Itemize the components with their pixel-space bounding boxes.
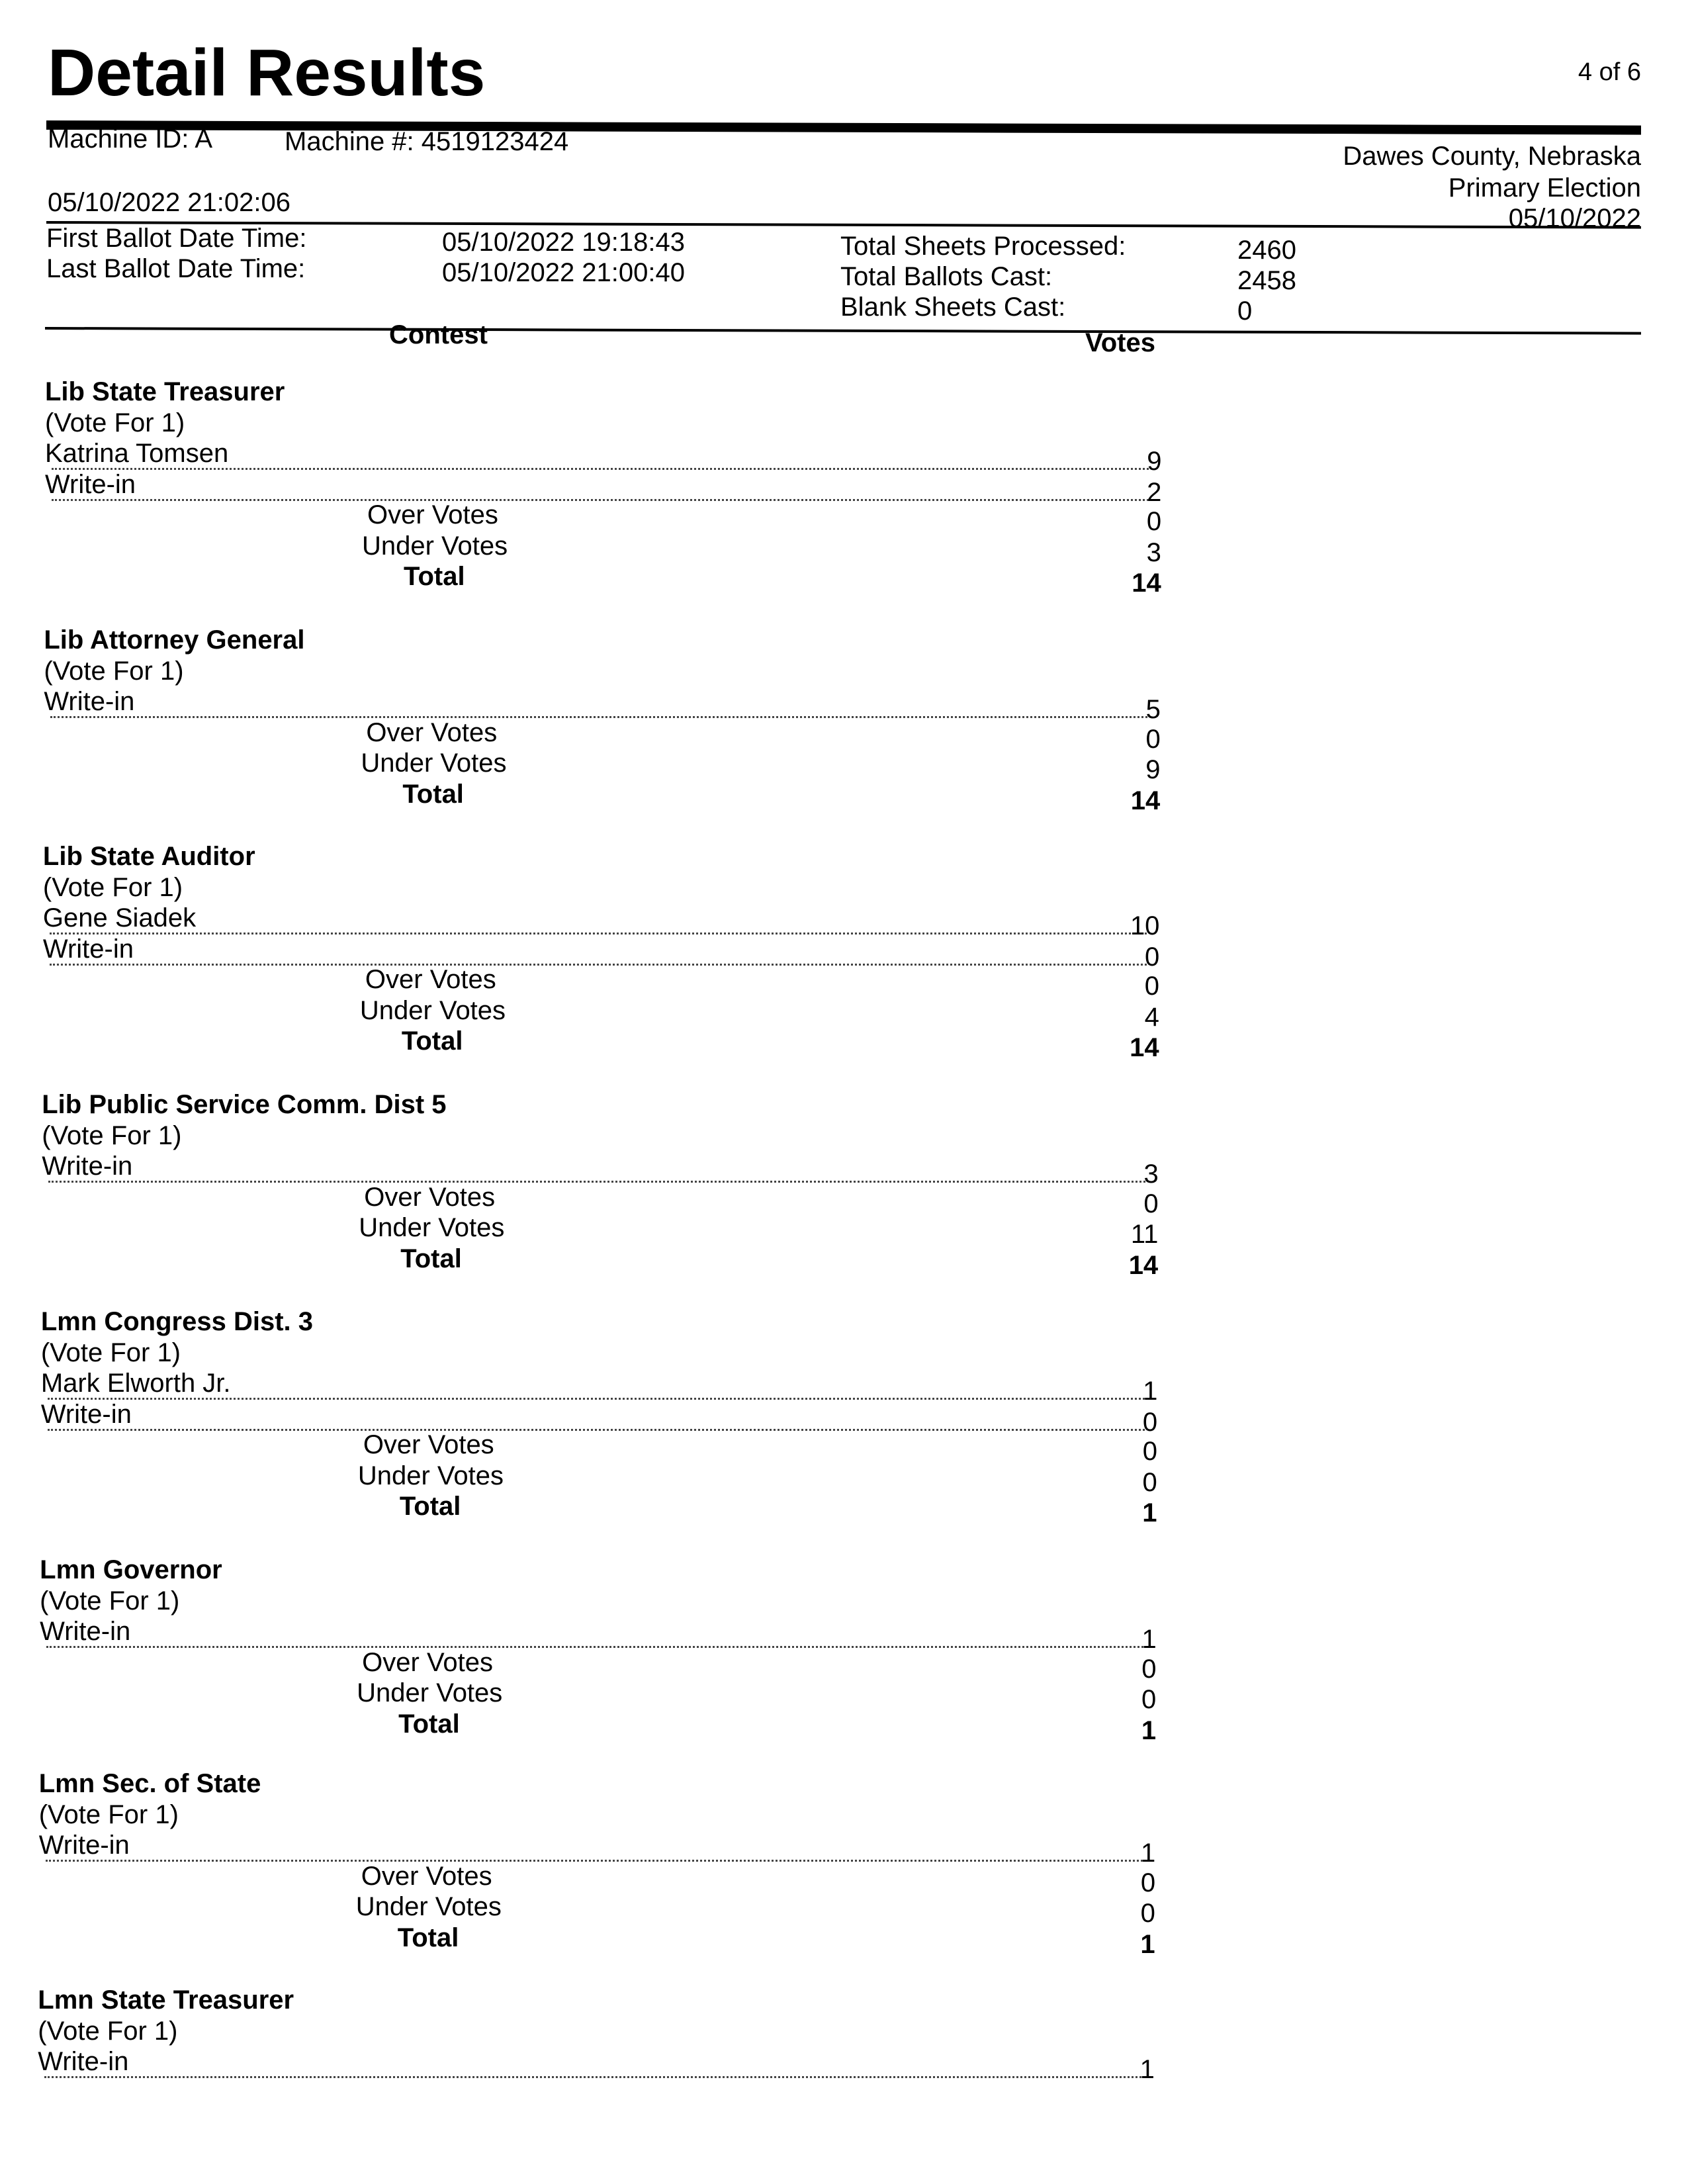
under-votes-label: Under Votes xyxy=(361,749,507,778)
total-value: 14 xyxy=(1128,1250,1159,1280)
vote-for-label: (Vote For 1) xyxy=(44,656,184,686)
over-votes-value: 0 xyxy=(1144,972,1160,1001)
vote-for-label: (Vote For 1) xyxy=(42,1120,182,1150)
over-votes-value: 0 xyxy=(1145,724,1161,754)
candidate-name: Katrina Tomsen xyxy=(45,439,229,468)
column-header-votes: Votes xyxy=(1085,328,1155,357)
dot-leader xyxy=(48,1429,1145,1431)
county-name: Dawes County, Nebraska xyxy=(1343,142,1641,171)
total-label: Total xyxy=(399,1492,461,1521)
dot-leader xyxy=(44,2076,1141,2078)
vote-for-label: (Vote For 1) xyxy=(45,408,185,437)
machine-number: Machine #: 4519123424 xyxy=(285,127,569,156)
under-votes-label: Under Votes xyxy=(357,1678,503,1707)
candidate-name: Mark Elworth Jr. xyxy=(40,1369,231,1398)
candidate-name: Write-in xyxy=(42,934,134,964)
contest-name: Lmn Congress Dist. 3 xyxy=(40,1307,314,1336)
over-votes-label: Over Votes xyxy=(367,500,498,529)
candidate-votes: 3 xyxy=(1143,1160,1159,1189)
under-votes-label: Under Votes xyxy=(359,1213,505,1242)
contest-name: Lib State Auditor xyxy=(42,842,255,871)
dot-leader xyxy=(50,964,1147,966)
total-ballots-label: Total Ballots Cast: xyxy=(840,262,1053,291)
report-datetime: 05/10/2022 21:02:06 xyxy=(48,188,291,217)
over-votes-value: 0 xyxy=(1146,507,1162,536)
candidate-votes: 1 xyxy=(1141,1839,1156,1868)
total-value: 14 xyxy=(1132,569,1161,598)
candidate-name: Write-in xyxy=(44,687,135,716)
dot-leader xyxy=(50,716,1147,718)
candidate-name: Write-in xyxy=(40,1399,132,1429)
vote-for-label: (Vote For 1) xyxy=(40,1586,180,1615)
candidate-votes: 10 xyxy=(1130,911,1160,940)
candidate-name: Write-in xyxy=(38,1831,130,1860)
blank-sheets-label: Blank Sheets Cast: xyxy=(840,293,1066,322)
over-votes-value: 0 xyxy=(1141,1654,1157,1684)
total-ballots-value: 2458 xyxy=(1237,266,1296,295)
dot-leader xyxy=(50,933,1147,934)
dot-leader xyxy=(52,499,1149,501)
candidate-votes: 2 xyxy=(1147,477,1162,507)
vote-for-label: (Vote For 1) xyxy=(38,2016,178,2046)
total-value: 1 xyxy=(1142,1498,1157,1527)
candidate-votes: 9 xyxy=(1147,447,1162,476)
candidate-votes: 1 xyxy=(1141,1625,1157,1654)
vote-for-label: (Vote For 1) xyxy=(38,1799,179,1829)
under-votes-value: 9 xyxy=(1145,755,1161,784)
candidate-votes: 5 xyxy=(1145,695,1161,724)
total-value: 1 xyxy=(1141,1715,1157,1745)
blank-sheets-value: 0 xyxy=(1237,296,1253,326)
candidate-votes: 0 xyxy=(1144,942,1160,972)
contest-name: Lib State Treasurer xyxy=(45,377,285,406)
total-sheets-value: 2460 xyxy=(1237,236,1296,265)
candidate-votes: 0 xyxy=(1142,1407,1158,1437)
contest-name: Lmn Sec. of State xyxy=(38,1769,261,1798)
total-label: Total xyxy=(401,1026,463,1056)
under-votes-label: Under Votes xyxy=(359,995,506,1025)
contest-name: Lmn State Treasurer xyxy=(38,1985,294,2015)
election-date: 05/10/2022 xyxy=(1508,204,1641,233)
dot-leader xyxy=(52,468,1149,470)
over-votes-label: Over Votes xyxy=(363,1430,494,1459)
contest-name: Lib Attorney General xyxy=(44,625,305,655)
column-header-rule xyxy=(45,327,1641,335)
candidate-name: Gene Siadek xyxy=(42,903,197,933)
over-votes-value: 0 xyxy=(1143,1189,1159,1218)
over-votes-value: 0 xyxy=(1142,1437,1157,1466)
total-sheets-label: Total Sheets Processed: xyxy=(840,232,1126,261)
candidate-name: Write-in xyxy=(38,2047,129,2076)
under-votes-value: 11 xyxy=(1130,1220,1159,1249)
total-value: 1 xyxy=(1140,1929,1155,1959)
last-ballot-value: 05/10/2022 21:00:40 xyxy=(442,258,686,287)
under-votes-label: Under Votes xyxy=(357,1461,504,1490)
over-votes-label: Over Votes xyxy=(362,1647,494,1677)
over-votes-label: Over Votes xyxy=(364,1182,496,1212)
under-votes-value: 0 xyxy=(1141,1685,1157,1714)
dot-leader xyxy=(46,1860,1143,1862)
dot-leader xyxy=(48,1398,1145,1400)
first-ballot-value: 05/10/2022 19:18:43 xyxy=(442,228,686,257)
under-votes-value: 0 xyxy=(1140,1899,1155,1928)
total-label: Total xyxy=(397,1923,459,1952)
over-votes-label: Over Votes xyxy=(366,717,498,747)
column-header-contest: Contest xyxy=(389,320,488,349)
over-votes-label: Over Votes xyxy=(365,965,496,994)
candidate-name: Write-in xyxy=(42,1152,133,1181)
candidate-votes: 1 xyxy=(1139,2055,1155,2084)
under-votes-value: 0 xyxy=(1142,1467,1157,1497)
under-votes-value: 4 xyxy=(1144,1002,1159,1032)
under-votes-value: 3 xyxy=(1146,537,1161,567)
total-label: Total xyxy=(400,1244,462,1273)
contest-name: Lmn Governor xyxy=(40,1555,222,1584)
last-ballot-label: Last Ballot Date Time: xyxy=(46,254,306,283)
first-ballot-label: First Ballot Date Time: xyxy=(46,224,307,253)
election-name: Primary Election xyxy=(1448,173,1641,203)
dot-leader xyxy=(46,1646,1143,1648)
candidate-votes: 1 xyxy=(1143,1377,1158,1406)
vote-for-label: (Vote For 1) xyxy=(42,872,183,902)
over-votes-label: Over Votes xyxy=(361,1861,492,1891)
machine-id: Machine ID: A xyxy=(48,124,213,154)
under-votes-label: Under Votes xyxy=(355,1892,502,1921)
candidate-name: Write-in xyxy=(40,1617,131,1646)
report-title: Detail Results xyxy=(48,36,486,110)
total-label: Total xyxy=(404,562,465,591)
dot-leader xyxy=(48,1181,1145,1183)
total-value: 14 xyxy=(1130,786,1161,815)
under-votes-label: Under Votes xyxy=(362,531,508,561)
contest-name: Lib Public Service Comm. Dist 5 xyxy=(42,1090,447,1119)
candidate-name: Write-in xyxy=(45,469,136,499)
total-label: Total xyxy=(398,1709,460,1739)
page-indicator: 4 of 6 xyxy=(1578,58,1641,86)
total-label: Total xyxy=(402,779,464,809)
over-votes-value: 0 xyxy=(1140,1868,1156,1897)
total-value: 14 xyxy=(1130,1033,1159,1062)
vote-for-label: (Vote For 1) xyxy=(40,1338,181,1367)
